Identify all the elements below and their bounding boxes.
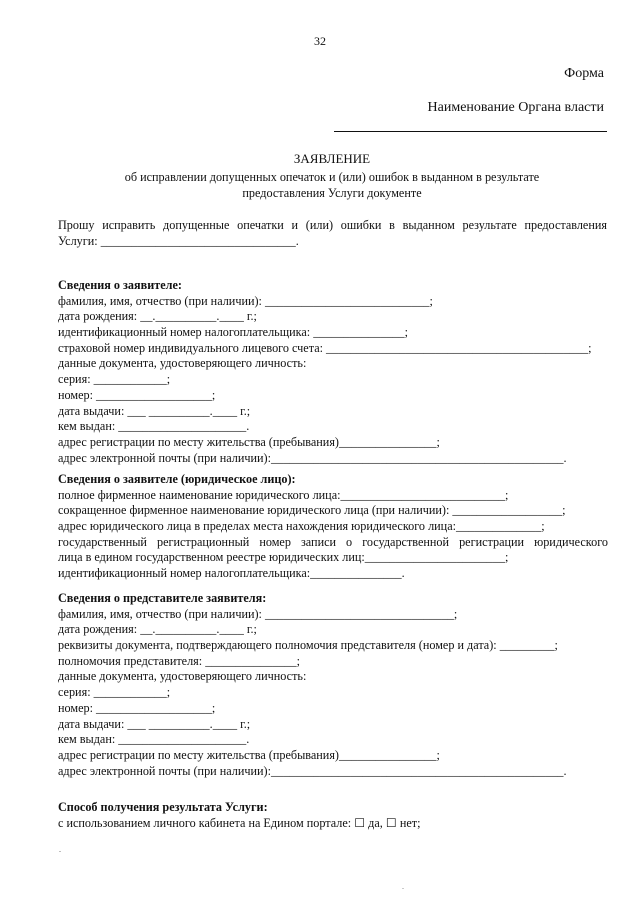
legal-entity-inn-field: идентификационный номер налогоплательщика:_______________. bbox=[58, 566, 405, 581]
representative-section bbox=[58, 590, 608, 778]
applicant-issue-date-field: дата выдачи: ___ __________.____ г.; bbox=[58, 403, 251, 418]
applicant-birth-date-field: дата рождения: __.__________.____ г.; bbox=[58, 309, 257, 324]
legal-entity-heading: Сведения о заявителе (юридическое лицо): bbox=[58, 472, 296, 486]
applicant-series-field: серия: ____________; bbox=[58, 372, 171, 387]
representative-heading: Сведения о представителе заявителя: bbox=[58, 591, 267, 605]
authority-signature-line bbox=[334, 131, 607, 132]
applicant-section bbox=[58, 277, 608, 465]
applicant-issued-by-field: кем выдан: _____________________. bbox=[58, 419, 250, 434]
applicant-inn-field: идентификационный номер налогоплательщика: _______________; bbox=[58, 325, 409, 340]
document-subtitle-line-1: об исправлении допущенных опечаток и (или) ошибок в выданном в результате bbox=[124, 170, 540, 184]
page-number: 32 bbox=[314, 34, 326, 48]
applicant-heading: Сведения о заявителе: bbox=[58, 278, 182, 292]
representative-authority-doc-field: реквизиты документа, подтверждающего полномочия представителя (номер и дата): _________; bbox=[58, 638, 558, 653]
authority-name: Наименование Органа власти bbox=[427, 100, 604, 115]
representative-birth-date-field: дата рождения: __.__________.____ г.; bbox=[58, 622, 257, 637]
legal-entity-full-name-field: полное фирменное наименование юридического лица:___________________________; bbox=[58, 487, 509, 502]
representative-issued-by-field: кем выдан: _____________________. bbox=[58, 732, 250, 747]
legal-entity-ogrn-label: государственный регистрационный номер записи о государственной регистрации юридического bbox=[58, 534, 608, 549]
representative-series-field: серия: ____________; bbox=[58, 685, 171, 700]
receipt-method-portal-option: с использованием личного кабинета на Едином портале: ☐ да, ☐ нет; bbox=[58, 815, 421, 830]
receipt-method-heading: Способ получения результата Услуги: bbox=[58, 800, 268, 814]
intro-request-line-2: Услуги: ________________________________. bbox=[58, 234, 299, 248]
scan-speck: . bbox=[402, 882, 404, 891]
applicant-snils-field: страховой номер индивидуального лицевого счета: ___________________________________________; bbox=[58, 340, 592, 355]
legal-entity-short-name-field: сокращенное фирменное наименование юридического лица (при наличии): __________________; bbox=[58, 503, 566, 518]
representative-powers-field: полномочия представителя: _______________; bbox=[58, 653, 300, 668]
scan-speck: . bbox=[59, 845, 61, 854]
representative-email-field: адрес электронной почты (при наличии):________________________________________________. bbox=[58, 763, 567, 778]
representative-number-field: номер: ___________________; bbox=[58, 700, 216, 715]
applicant-address-field: адрес регистрации по месту жительства (пребывания)________________; bbox=[58, 434, 440, 449]
applicant-email-field: адрес электронной почты (при наличии):________________________________________________. bbox=[58, 450, 567, 465]
legal-entity-ogrn-field: лица в едином государственном реестре юридических лиц:_______________________; bbox=[58, 550, 509, 565]
legal-entity-section bbox=[58, 471, 608, 581]
representative-address-field: адрес регистрации по месту жительства (пребывания)________________; bbox=[58, 747, 440, 762]
representative-id-document-label: данные документа, удостоверяющего личность: bbox=[58, 669, 307, 684]
applicant-id-document-label: данные документа, удостоверяющего личность: bbox=[58, 356, 307, 371]
intro-request-line-1: Прошу исправить допущенные опечатки и (или) ошибки в выданном результате предоставления bbox=[58, 218, 607, 232]
legal-entity-address-field: адрес юридического лица в пределах места нахождения юридического лица:______________; bbox=[58, 519, 545, 534]
representative-issue-date-field: дата выдачи: ___ __________.____ г.; bbox=[58, 716, 251, 731]
receipt-method-section bbox=[58, 799, 608, 830]
document-subtitle-line-2: предоставления Услуги документе bbox=[242, 186, 422, 200]
representative-full-name-field: фамилия, имя, отчество (при наличии): _______________________________; bbox=[58, 606, 458, 621]
applicant-number-field: номер: ___________________; bbox=[58, 387, 216, 402]
applicant-full-name-field: фамилия, имя, отчество (при наличии): ___________________________; bbox=[58, 293, 433, 308]
document-title: ЗАЯВЛЕНИЕ bbox=[293, 151, 371, 166]
form-label: Форма bbox=[564, 66, 604, 81]
